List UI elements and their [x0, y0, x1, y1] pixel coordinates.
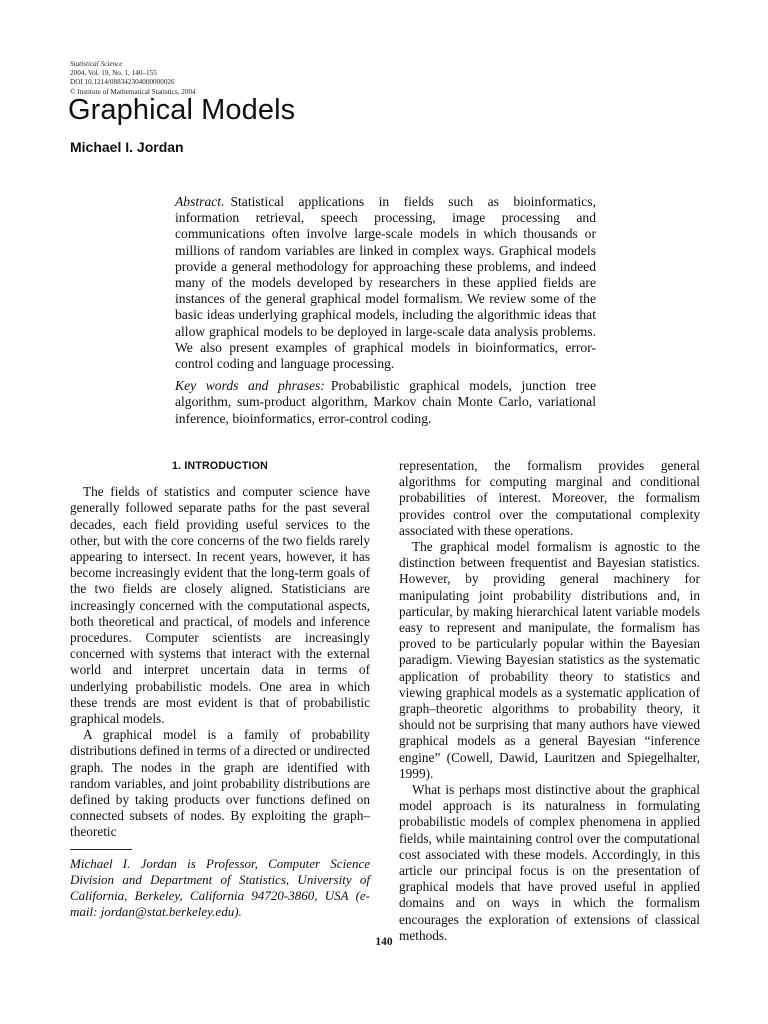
- keywords-text: Probabilistic graphical models, junction tree algorithm, sum-product algorithm, Markov chain Monte Carlo, variational inference, bioinformatics, error-control coding.: [175, 378, 596, 426]
- copyright: © Institute of Mathematical Statistics, 2004: [70, 87, 196, 96]
- abstract-paragraph: [175, 194, 596, 372]
- abstract-label: Abstract.: [175, 194, 225, 209]
- intro-paragraph-2: A graphical model is a family of probability distributions defined in terms of a directed or undirected graph. The nodes in the graph are identified with random variables, and joint probability distributions are defined by taking products over functions defined on connected subsets of nodes. By exploiting the graph–theoretic: [70, 727, 370, 840]
- abstract-block: [175, 194, 596, 427]
- left-column: [70, 458, 370, 841]
- intro-paragraph-3: The graphical model formalism is agnostic to the distinction between frequentist and Bayesian statistics. However, by providing general machinery for manipulating joint probability distributions and, in particular, by making hierarchical latent variable models easy to represent and manipulate, the formalism has proved to be particularly popular within the Bayesian paradigm. Viewing Bayesian statistics as the systematic application of probability theory to statistics and viewing graphical models as a systematic application of graph–theoretic algorithms to probability theory, it should not be surprising that many authors have viewed graphical models as a general Bayesian “inference engine” (Cowell, Dawid, Lauritzen and Spiegelhalter, 1999).: [399, 539, 700, 781]
- author-name: Michael I. Jordan: [70, 139, 184, 155]
- section-heading: 1. INTRODUCTION: [172, 460, 268, 472]
- paper-title: Graphical Models: [68, 94, 296, 126]
- keywords-label: Key words and phrases:: [175, 378, 325, 394]
- doi: DOI 10.1214/088342304000000026: [70, 78, 175, 87]
- volume-info: 2004, Vol. 19, No. 1, 140–155: [70, 69, 157, 78]
- journal-header: [70, 60, 196, 97]
- keywords-paragraph: [175, 378, 596, 427]
- intro-paragraph-2-continued: representation, the formalism provides general algorithms for computing marginal and conditional probabilities of interest. Moreover, the formalism provides control over the computational complexity associated with these operations.: [399, 458, 700, 538]
- footnote-divider: [70, 849, 132, 850]
- intro-paragraph-1: The fields of statistics and computer science have generally followed separate paths for the past several decades, each field providing useful services to the other, but with the core concerns of the two fields rarely appearing to intersect. In recent years, however, it has become increasingly evident that the long-term goals of the two fields are closely aligned. Statisticians are increasingly concerned with the computational aspects, both theoretical and practical, of models and inference procedures. Computer scientists are increasingly concerned with systems that interact with the external world and interpret uncertain data in terms of underlying probabilistic models. One area in which these trends are most evident is that of probabilistic graphical models.: [70, 484, 370, 727]
- abstract-text: Statistical applications in fields such as bioinformatics, information retrieval, speech processing, image processing and communications often involve large-scale models in which thousands or millions of random variables are linked in complex ways. Graphical models provide a general methodology for approaching these problems, and indeed many of the models developed by researchers in these applied fields are instances of the general graphical model formalism. We review some of the basic ideas underlying graphical models, including the algorithmic ideas that allow graphical models to be deployed in large-scale data analysis problems. We also present examples of graphical models in bioinformatics, error-control coding and language processing.: [175, 194, 596, 372]
- intro-paragraph-4: What is perhaps most distinctive about the graphical model approach is its naturalness in formulating probabilistic models of complex phenomena in applied fields, while maintaining control over the computational cost associated with these models. Accordingly, in this article our principal focus is on the presentation of graphical models that have proved useful in applied domains and on ways in which the formalism encourages the exploration of extensions of classical methods.: [399, 782, 700, 943]
- author-footnote: Michael I. Jordan is Professor, Computer Science Division and Department of Statistics, University of California, Berkeley, California 94720-3860, USA (e-mail: jordan@stat.berkeley.edu).: [70, 856, 370, 919]
- page-number: 140: [375, 936, 393, 948]
- right-column: [399, 458, 700, 944]
- journal-name: Statistical Science: [70, 60, 123, 68]
